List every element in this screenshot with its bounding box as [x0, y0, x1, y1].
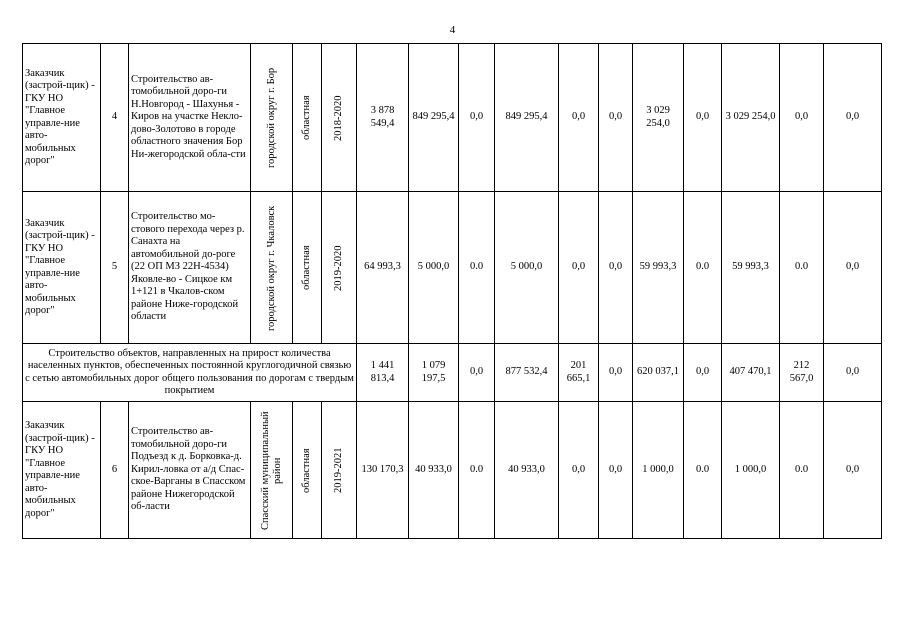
customer-cell: Заказчик (застрой-щик) - ГКУ НО "Главное управле-ние авто-мобильных дорог" [23, 192, 101, 344]
period-label: 2018-2020 [333, 94, 344, 141]
summary-value: 1 079 197,5 [409, 344, 459, 402]
municipality-cell [251, 192, 293, 344]
value-cell: 3 878 549,4 [357, 44, 409, 192]
value-cell: 3 029 254,0 [722, 44, 780, 192]
municipality-cell [251, 44, 293, 192]
value-cell: 0,0 [599, 192, 633, 344]
summary-value: 201 665,1 [559, 344, 599, 402]
value-cell: 849 295,4 [495, 44, 559, 192]
summary-value: 1 441 813,4 [357, 344, 409, 402]
value-cell: 0,0 [824, 192, 882, 344]
period-cell [322, 402, 357, 539]
value-cell: 0,0 [780, 44, 824, 192]
municipality-label: городской округ г. Чкаловск [265, 204, 277, 331]
summary-value: 0,0 [684, 344, 722, 402]
value-cell: 40 933,0 [409, 402, 459, 539]
value-cell: 0,0 [559, 192, 599, 344]
value-cell: 0,0 [599, 44, 633, 192]
value-cell: 5 000,0 [409, 192, 459, 344]
value-cell: 0.0 [780, 402, 824, 539]
value-cell: 1 000,0 [633, 402, 684, 539]
object-description: Строительство ав-томобильной доро-ги Подъезд к д. Борковка-д. Кирил-ловка от а/д Спас-ское-Варганы в Спасском районе Нижегородской об-ласти [129, 402, 251, 539]
period-cell [322, 192, 357, 344]
level-label: областная [301, 447, 312, 493]
value-cell: 849 295,4 [409, 44, 459, 192]
level-cell [293, 402, 322, 539]
period-label: 2019-2020 [333, 244, 344, 291]
period-cell [322, 44, 357, 192]
level-label: областная [301, 245, 312, 290]
summary-description: Строительство объектов, направленных на прирост количества населенных пунктов, обеспеченных постоянной круглогодичной связью с сетью автомобильных дорог общего пользования по дорогам с твердым покрытием [23, 344, 357, 402]
customer-cell: Заказчик (застрой-щик) - ГКУ НО "Главное управле-ние авто-мобильных дорог" [23, 44, 101, 192]
value-cell: 0,0 [559, 402, 599, 539]
summary-value: 407 470,1 [722, 344, 780, 402]
value-cell: 0.0 [459, 402, 495, 539]
row-index: 5 [101, 192, 129, 344]
summary-value: 0,0 [459, 344, 495, 402]
summary-value: 0,0 [824, 344, 882, 402]
value-cell: 0,0 [599, 402, 633, 539]
summary-value: 212 567,0 [780, 344, 824, 402]
object-description: Строительство ав-томобильной доро-ги Н.Новгород - Шахунья - Киров на участке Некло-дово-Золотово в городе областного значения Бор Ни-жегородской обла-сти [129, 44, 251, 192]
value-cell: 0,0 [824, 402, 882, 539]
municipality-label: городской округ г. Бор [265, 67, 277, 168]
object-description: Строительство мо-стового перехода через р. Санахта на автомобильной до-роге (22 ОП МЗ 22Н-4534) Яковле-во - Сицкое км 1+121 в Чкалов-ском районе Ниже-городской области [129, 192, 251, 344]
value-cell: 0,0 [684, 44, 722, 192]
level-cell [293, 192, 322, 344]
value-cell: 0.0 [459, 192, 495, 344]
value-cell: 0,0 [459, 44, 495, 192]
row-index: 4 [101, 44, 129, 192]
summary-row [23, 344, 882, 402]
value-cell: 0.0 [780, 192, 824, 344]
table-row [23, 192, 882, 344]
value-cell: 0,0 [824, 44, 882, 192]
summary-value: 877 532,4 [495, 344, 559, 402]
value-cell: 3 029 254,0 [633, 44, 684, 192]
level-cell [293, 44, 322, 192]
value-cell: 40 933,0 [495, 402, 559, 539]
value-cell: 0.0 [684, 192, 722, 344]
table-row [23, 44, 882, 192]
value-cell: 59 993,3 [633, 192, 684, 344]
period-label: 2019-2021 [333, 447, 344, 493]
table-row [23, 402, 882, 539]
row-index: 6 [101, 402, 129, 539]
value-cell: 1 000,0 [722, 402, 780, 539]
municipality-label: Спасский муниципальный район [259, 410, 283, 530]
municipality-cell [251, 402, 293, 539]
level-label: областная [301, 95, 312, 140]
value-cell: 5 000,0 [495, 192, 559, 344]
summary-value: 0,0 [599, 344, 633, 402]
value-cell: 64 993,3 [357, 192, 409, 344]
value-cell: 130 170,3 [357, 402, 409, 539]
customer-cell: Заказчик (застрой-щик) - ГКУ НО "Главное управле-ние авто-мобильных дорог" [23, 402, 101, 539]
value-cell: 0.0 [684, 402, 722, 539]
value-cell: 59 993,3 [722, 192, 780, 344]
page-number: 4 [449, 24, 456, 36]
value-cell: 0,0 [559, 44, 599, 192]
summary-value: 620 037,1 [633, 344, 684, 402]
budget-table [22, 43, 882, 539]
